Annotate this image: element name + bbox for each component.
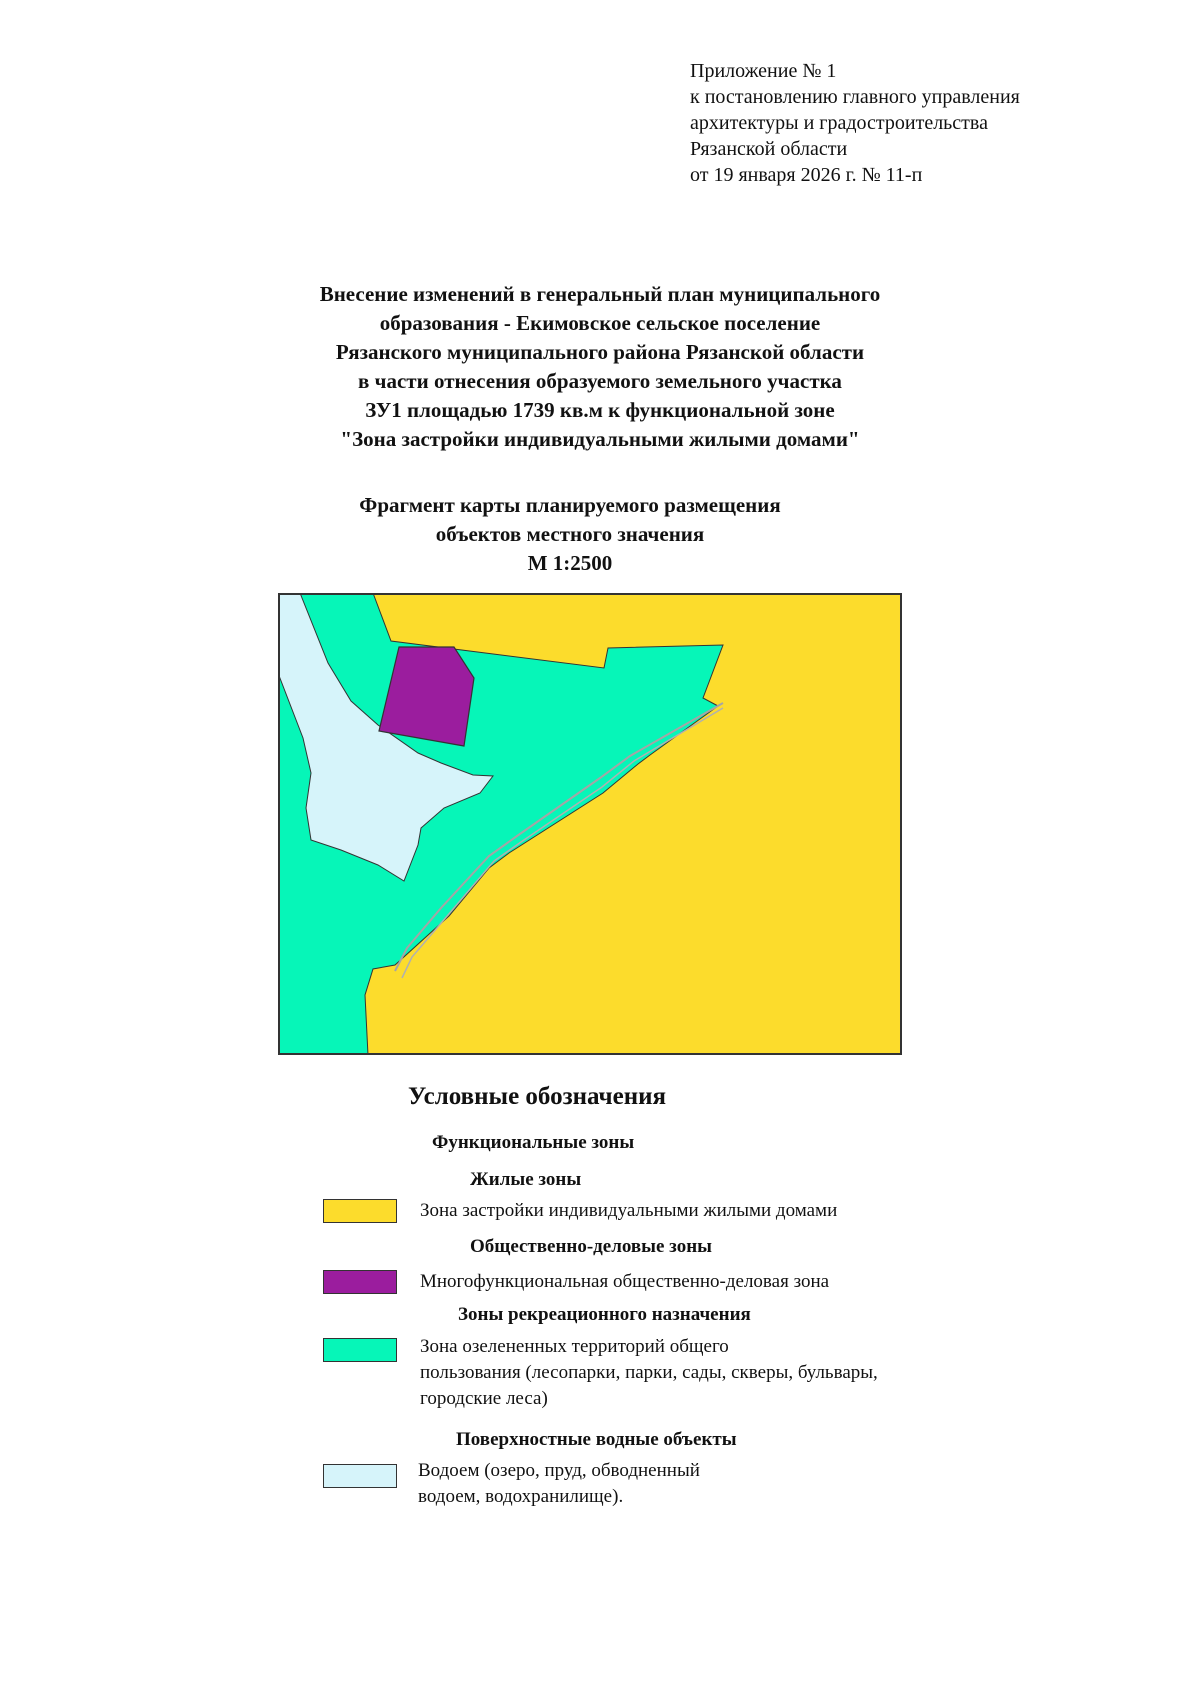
legend-title: Условные обозначения [408,1083,667,1110]
annex-line: архитектуры и градостроительства [690,112,988,134]
map-subtitle [120,491,1020,578]
subtitle-line: Фрагмент карты планируемого размещения [359,493,781,517]
zoning-map [278,593,902,1055]
title-line: образования - Екимовское сельское поселение [379,311,821,335]
legend-line: водоем, водохранилище). [418,1486,624,1507]
legend-line: Водоем (озеро, пруд, обводненный [418,1460,700,1481]
legend-line: Многофункциональная общественно-деловая зона [420,1271,830,1292]
residential-swatch-icon [323,1199,397,1223]
legend-line: пользования (лесопарки, парки, сады, скверы, бульвары, [420,1362,878,1383]
title-line: Рязанского муниципального района Рязанской области [335,340,865,364]
title-line: в части отнесения образуемого земельного участка [358,369,842,393]
title-line: ЗУ1 площадью 1739 кв.м к функциональной зоне [365,398,835,422]
business-description [420,1269,829,1295]
annex-line: от 19 января 2026 г. № 11-п [690,164,923,186]
functional-zones-heading: Функциональные зоны [432,1132,635,1153]
title-line: "Зона застройки индивидуальными жилыми домами" [340,427,860,451]
annex-line: к постановлению главного управления [690,86,1020,108]
document-title [150,280,1050,454]
business-swatch-icon [323,1270,397,1294]
residential-description [420,1198,837,1224]
recreation-swatch-icon [323,1338,397,1362]
subtitle-line: объектов местного значения [435,522,705,546]
map-scale: М 1:2500 [527,551,613,575]
legend-line: Зона застройки индивидуальными жилыми домами [420,1200,838,1221]
water-description [418,1458,700,1510]
annex-header [690,58,1020,188]
annex-line: Рязанской области [690,138,848,160]
water-heading: Поверхностные водные объекты [456,1429,737,1450]
water-swatch-icon [323,1464,397,1488]
title-line: Внесение изменений в генеральный план муниципального [319,282,881,306]
annex-line: Приложение № 1 [690,60,837,82]
business-heading: Общественно-деловые зоны [470,1236,712,1257]
recreation-description [420,1334,878,1412]
legend-line: городские леса) [420,1388,548,1409]
residential-heading: Жилые зоны [470,1169,582,1190]
legend-line: Зона озелененных территорий общего [420,1336,729,1357]
recreation-heading: Зоны рекреационного назначения [458,1304,751,1325]
